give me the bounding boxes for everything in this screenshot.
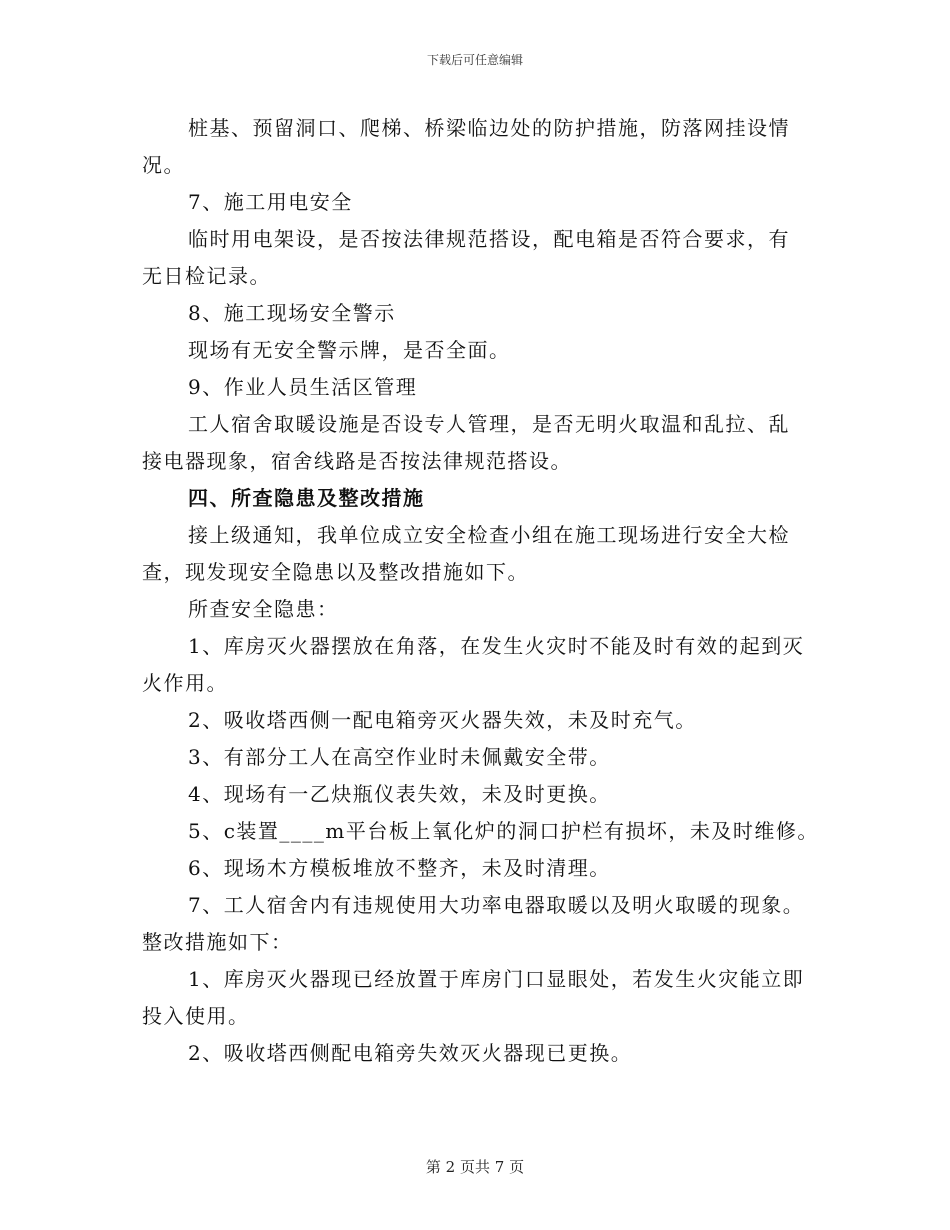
section-heading: 四、所查隐患及整改措施 <box>188 486 425 510</box>
page-header-note: 下载后可任意编辑 <box>426 53 523 67</box>
text-line: 6、现场木方模板堆放不整齐，未及时清理。 <box>188 856 611 880</box>
text-line: 7、工人宿舍内有违规使用大功率电器取暖以及明火取暖的现象。 <box>188 893 805 917</box>
text-line: 况。 <box>142 153 185 177</box>
text-line: 8、施工现场安全警示 <box>188 301 396 325</box>
text-line: 所查安全隐患： <box>188 597 339 621</box>
text-line: 工人宿舍取暖设施是否设专人管理，是否无明火取温和乱拉、乱 <box>188 412 790 436</box>
text-line: 整改措施如下： <box>142 930 293 954</box>
text-line: 临时用电架设，是否按法律规范搭设，配电箱是否符合要求，有 <box>188 227 790 251</box>
text-line: 现场有无安全警示牌，是否全面。 <box>188 338 511 362</box>
text-line: 2、吸收塔西侧一配电箱旁灭火器失效，未及时充气。 <box>188 708 697 732</box>
text-line: 7、施工用电安全 <box>188 190 353 214</box>
text-line: 查，现发现安全隐患以及整改措施如下。 <box>142 560 529 584</box>
text-line: 1、库房灭火器摆放在角落，在发生火灾时不能及时有效的起到灭 <box>188 634 805 658</box>
text-line: 接电器现象，宿舍线路是否按法律规范搭设。 <box>142 449 572 473</box>
page-footer <box>0 1157 950 1177</box>
text-line: 火作用。 <box>142 671 228 695</box>
text-line: 4、现场有一乙炔瓶仪表失效，未及时更换。 <box>188 782 611 806</box>
text-line: 5、c装置____m平台板上氧化炉的洞口护栏有损坏，未及时维修。 <box>188 819 819 843</box>
text-line: 桩基、预留洞口、爬梯、桥梁临边处的防护措施，防落网挂设情 <box>188 116 790 140</box>
text-line: 投入使用。 <box>142 1004 250 1028</box>
page-number-label: 第 2 页共 7 页 <box>425 1158 525 1176</box>
text-line: 9、作业人员生活区管理 <box>188 375 418 399</box>
document-body <box>142 110 819 1072</box>
text-line: 3、有部分工人在高空作业时未佩戴安全带。 <box>188 745 611 769</box>
text-line: 1、库房灭火器现已经放置于库房门口显眼处，若发生火灾能立即 <box>188 967 805 991</box>
text-line: 接上级通知，我单位成立安全检查小组在施工现场进行安全大检 <box>188 523 790 547</box>
text-line: 2、吸收塔西侧配电箱旁失效灭火器现已更换。 <box>188 1041 633 1065</box>
text-line: 无日检记录。 <box>142 264 271 288</box>
